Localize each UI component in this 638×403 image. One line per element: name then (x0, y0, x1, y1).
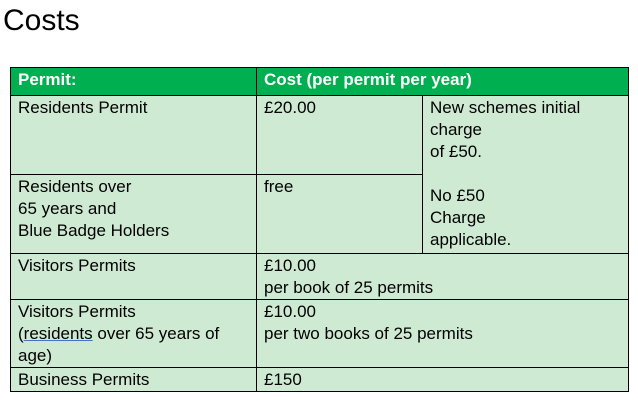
header-cost: Cost (per permit per year) (257, 68, 629, 96)
permit-cell: Visitors Permits (11, 254, 257, 300)
permit-text-part: over 65 years of age) (18, 324, 220, 365)
cost-cell: £10.00 per two books of 25 permits (257, 300, 629, 368)
permit-text-part: Visitors Permits ( (18, 302, 136, 343)
permit-cell: Residents over 65 years and Blue Badge Holders (11, 175, 257, 254)
scheme-note-cell: New schemes initial charge of £50. No £50 Charge applicable. (423, 96, 629, 254)
permit-cell (11, 300, 257, 368)
table-row (11, 254, 629, 300)
costs-table (10, 67, 629, 392)
permit-cell: Business Permits (11, 368, 257, 392)
cost-cell: £20.00 (257, 96, 423, 175)
permit-text-underlined: residents (23, 324, 93, 343)
table-row (11, 96, 629, 175)
permit-cell: Residents Permit (11, 96, 257, 175)
table-header-row (11, 68, 629, 96)
page-title: Costs (3, 4, 80, 37)
table-row (11, 300, 629, 368)
header-permit: Permit: (11, 68, 257, 96)
cost-cell: £10.00 per book of 25 permits (257, 254, 629, 300)
table-row (11, 368, 629, 392)
cost-cell: £150 (257, 368, 629, 392)
cost-cell: free (257, 175, 423, 254)
